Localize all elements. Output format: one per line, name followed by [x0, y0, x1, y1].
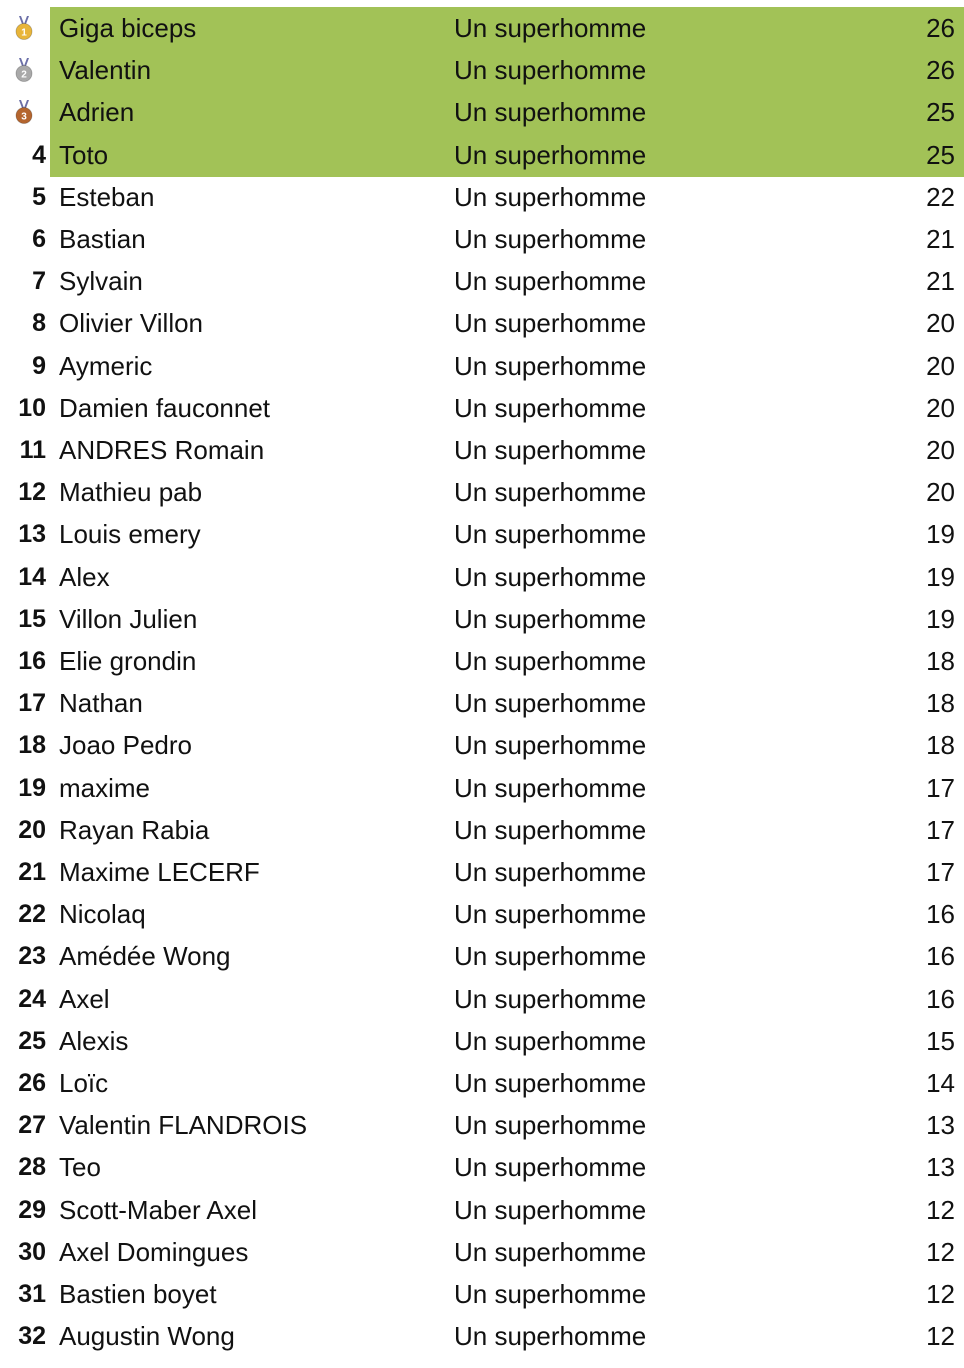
- player-score: 21: [926, 266, 955, 297]
- player-name: Olivier Villon: [59, 308, 204, 339]
- rank-number: 17: [18, 689, 46, 718]
- player-title: Un superhomme: [454, 561, 647, 592]
- player-title: Un superhomme: [454, 350, 647, 381]
- player-name: Damien fauconnet: [59, 392, 271, 423]
- player-title: Un superhomme: [454, 1152, 647, 1183]
- player-score: 18: [926, 730, 955, 761]
- player-score: 19: [926, 519, 955, 550]
- player-score: 16: [926, 899, 955, 930]
- player-title: Un superhomme: [454, 1110, 647, 1141]
- player-name: Axel: [59, 983, 110, 1014]
- player-score: 18: [926, 646, 955, 676]
- player-title: Un superhomme: [454, 477, 647, 508]
- player-title: Un superhomme: [454, 899, 647, 930]
- leaderboard-row: [0, 1104, 964, 1146]
- leaderboard-row: [0, 49, 964, 91]
- player-name: Maxime LECERF: [59, 857, 260, 887]
- player-name: Bastien boyet: [59, 1279, 217, 1309]
- player-title: Un superhomme: [454, 646, 647, 676]
- player-score: 26: [926, 13, 955, 43]
- leaderboard-row: [0, 471, 964, 513]
- player-name: Teo: [59, 1152, 101, 1183]
- rank-number: 24: [18, 984, 46, 1013]
- player-title: Un superhomme: [454, 13, 647, 43]
- player-name: Elie grondin: [59, 646, 197, 676]
- leaderboard-row: [0, 218, 964, 260]
- gold-medal-icon: [13, 16, 35, 40]
- player-score: 19: [926, 561, 955, 592]
- leaderboard-row: [0, 724, 964, 766]
- player-score: 12: [926, 1321, 955, 1352]
- player-title: Un superhomme: [454, 688, 647, 719]
- player-name: Louis emery: [59, 519, 201, 550]
- rank-number: 23: [18, 942, 46, 971]
- leaderboard-row: [0, 978, 964, 1020]
- player-score: 13: [926, 1152, 955, 1183]
- rank-number: 31: [18, 1280, 46, 1308]
- rank-number: 30: [18, 1237, 46, 1266]
- leaderboard-row: [0, 935, 964, 977]
- player-title: Un superhomme: [454, 97, 647, 128]
- player-score: 14: [926, 1068, 955, 1098]
- player-name: Giga biceps: [59, 13, 197, 43]
- player-title: Un superhomme: [454, 308, 647, 339]
- player-score: 26: [926, 55, 955, 86]
- player-score: 12: [926, 1194, 955, 1225]
- rank-number: 26: [18, 1069, 46, 1097]
- leaderboard-row: [0, 1315, 964, 1357]
- leaderboard-row: [0, 1231, 964, 1273]
- player-name: Valentin: [59, 55, 152, 86]
- player-title: Un superhomme: [454, 1068, 647, 1098]
- rank-number: 27: [18, 1111, 46, 1140]
- player-title: Un superhomme: [454, 55, 647, 86]
- leaderboard-row: [0, 134, 964, 176]
- player-title: Un superhomme: [454, 181, 647, 212]
- player-score: 20: [926, 350, 955, 381]
- leaderboard-row: [0, 1273, 964, 1315]
- player-name: Joao Pedro: [59, 730, 192, 761]
- player-title: Un superhomme: [454, 266, 647, 297]
- rank-number: 9: [32, 351, 46, 380]
- player-title: Un superhomme: [454, 730, 647, 761]
- player-score: 16: [926, 983, 955, 1014]
- leaderboard-row: [0, 176, 964, 218]
- player-score: 20: [926, 392, 955, 423]
- player-score: 21: [926, 224, 955, 254]
- player-name: maxime: [59, 772, 151, 803]
- rank-number: 28: [18, 1153, 46, 1182]
- player-title: Un superhomme: [454, 1321, 647, 1352]
- rank-number: 18: [18, 731, 46, 760]
- player-title: Un superhomme: [454, 435, 647, 465]
- player-title: Un superhomme: [454, 857, 647, 887]
- player-name: Augustin Wong: [59, 1321, 235, 1352]
- player-name: ANDRES Romain: [59, 435, 265, 465]
- leaderboard-row: [0, 556, 964, 598]
- rank-number: 5: [32, 182, 46, 211]
- player-name: Nicolaq: [59, 899, 146, 930]
- leaderboard-row: [0, 1189, 964, 1231]
- rank-number: 25: [18, 1026, 46, 1055]
- leaderboard-row: [0, 260, 964, 302]
- leaderboard-row: [0, 91, 964, 133]
- player-title: Un superhomme: [454, 1236, 647, 1267]
- player-score: 12: [926, 1236, 955, 1267]
- rank-number: 16: [18, 647, 46, 675]
- player-title: Un superhomme: [454, 139, 647, 170]
- player-name: Mathieu pab: [59, 477, 203, 508]
- player-score: 16: [926, 941, 955, 972]
- rank-number: 10: [18, 393, 46, 422]
- player-name: Rayan Rabia: [59, 814, 210, 845]
- svg-text:3: 3: [21, 111, 27, 123]
- player-title: Un superhomme: [454, 392, 647, 423]
- rank-number: 6: [32, 225, 46, 253]
- leaderboard-row: [0, 302, 964, 344]
- rank-number: 21: [18, 858, 46, 886]
- rank-number: 7: [32, 267, 46, 296]
- player-name: Sylvain: [59, 266, 143, 297]
- player-title: Un superhomme: [454, 814, 647, 845]
- player-score: 25: [926, 97, 955, 128]
- player-score: 15: [926, 1025, 955, 1056]
- player-score: 20: [926, 477, 955, 508]
- player-title: Un superhomme: [454, 1194, 647, 1225]
- leaderboard-row: [0, 640, 964, 682]
- rank-number: 29: [18, 1195, 46, 1224]
- player-name: Adrien: [59, 97, 135, 128]
- rank-number: 14: [18, 562, 46, 591]
- rank-number: 13: [18, 520, 46, 549]
- svg-text:2: 2: [21, 69, 27, 81]
- rank-number: 22: [18, 900, 46, 929]
- leaderboard-row: [0, 429, 964, 471]
- rank-number: 19: [18, 773, 46, 802]
- rank-number: 4: [32, 140, 46, 169]
- player-name: Nathan: [59, 688, 143, 719]
- leaderboard-row: [0, 387, 964, 429]
- leaderboard-row: [0, 598, 964, 640]
- player-name: Villon Julien: [59, 603, 198, 634]
- player-score: 22: [926, 181, 955, 212]
- rank-number: 15: [18, 604, 46, 633]
- player-title: Un superhomme: [454, 1025, 647, 1056]
- player-title: Un superhomme: [454, 772, 647, 803]
- player-score: 18: [926, 688, 955, 719]
- leaderboard-row: [0, 1020, 964, 1062]
- rank-number: 8: [32, 309, 46, 338]
- player-score: 25: [926, 139, 955, 170]
- leaderboard-row: [0, 1062, 964, 1104]
- rank-number: 11: [19, 436, 46, 464]
- bronze-medal-icon: [13, 100, 35, 124]
- player-name: Amédée Wong: [59, 941, 231, 972]
- player-name: Alex: [59, 561, 110, 592]
- player-score: 19: [926, 603, 955, 634]
- player-score: 17: [926, 857, 955, 887]
- rank-number: 12: [18, 478, 46, 507]
- leaderboard-row: [0, 767, 964, 809]
- player-name: Alexis: [59, 1025, 129, 1056]
- player-score: 17: [926, 814, 955, 845]
- player-name: Axel Domingues: [59, 1236, 249, 1267]
- player-name: Aymeric: [59, 350, 153, 381]
- player-score: 17: [926, 772, 955, 803]
- player-title: Un superhomme: [454, 224, 647, 254]
- rank-number: 20: [18, 815, 46, 844]
- leaderboard-row: [0, 809, 964, 851]
- rank-number: 32: [18, 1322, 46, 1351]
- player-name: Toto: [59, 139, 109, 170]
- leaderboard-row: [0, 513, 964, 555]
- player-name: Loïc: [59, 1068, 109, 1098]
- leaderboard-row: [0, 345, 964, 387]
- player-name: Esteban: [59, 181, 155, 212]
- leaderboard-row: [0, 7, 964, 49]
- player-title: Un superhomme: [454, 941, 647, 972]
- player-score: 13: [926, 1110, 955, 1141]
- leaderboard-row: [0, 1146, 964, 1188]
- player-title: Un superhomme: [454, 603, 647, 634]
- player-name: Bastian: [59, 224, 146, 254]
- player-name: Valentin FLANDROIS: [59, 1110, 308, 1141]
- player-score: 20: [926, 435, 955, 465]
- player-name: Scott-Maber Axel: [59, 1194, 257, 1225]
- player-title: Un superhomme: [454, 983, 647, 1014]
- svg-text:1: 1: [21, 27, 27, 39]
- leaderboard-row: [0, 682, 964, 724]
- player-score: 12: [926, 1279, 955, 1309]
- player-score: 20: [926, 308, 955, 339]
- silver-medal-icon: [13, 58, 35, 82]
- player-title: Un superhomme: [454, 519, 647, 550]
- leaderboard-row: [0, 851, 964, 893]
- leaderboard-row: [0, 893, 964, 935]
- player-title: Un superhomme: [454, 1279, 647, 1309]
